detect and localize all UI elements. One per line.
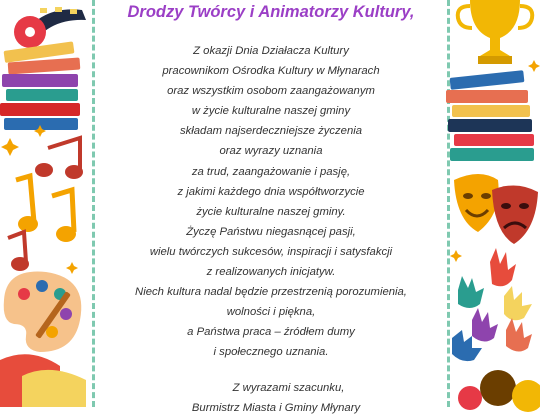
book-stack-icon [0, 41, 80, 130]
right-decoration [450, 0, 540, 407]
music-notes-icon [8, 138, 83, 271]
film-reel-icon [14, 7, 86, 48]
paint-palette-icon [0, 272, 86, 407]
body-line: z realizowanych inicjatyw. [206, 266, 336, 279]
body-line: i społecznego uznania. [213, 346, 329, 359]
body-line: pracownikom Ośrodka Kultury w Młynarach [162, 65, 380, 78]
body-line: w życie kulturalne naszej gminy [191, 105, 351, 118]
body-line: z jakimi każdego dnia współtworzycie [177, 185, 365, 198]
greeting-title: Drodzy Twórcy i Animatorzy Kultury, [127, 3, 415, 21]
greeting-body [96, 41, 446, 363]
book-stack-icon [446, 70, 534, 161]
body-line: składam najserdeczniejsze życzenia [179, 125, 363, 138]
body-line: oraz wyrazy uznania [219, 145, 323, 158]
body-line: Niech kultura nadal będzie przestrzenią porozumienia, [135, 286, 407, 299]
left-dashed-border [92, 0, 95, 407]
body-line: wielu twórczych sukcesów, inspiracji i satysfakcji [149, 245, 393, 258]
body-line: a Państwa praca – źródłem dumy [187, 326, 355, 339]
theater-masks-icon [454, 174, 538, 244]
closing [96, 378, 446, 418]
body-line: oraz wszystkim osobom zaangażowanym [167, 85, 375, 98]
body-line: za trud, zaangażowanie i pasję, [191, 165, 351, 178]
body-line: Z okazji Dnia Działacza Kultury [193, 45, 349, 57]
paint-hands-icon [452, 248, 540, 412]
body-line: wolności i piękna, [226, 306, 316, 319]
body-line: życie kulturalne naszej gminy. [196, 205, 346, 218]
trophy-icon [458, 0, 533, 64]
left-decoration [0, 0, 92, 407]
closing-regards: Z wyrazami szacunku, [232, 382, 345, 394]
closing-signature: Burmistrz Miasta i Gminy Młynary [191, 402, 361, 415]
body-line: Życzę Państwu niegasnącej pasji, [186, 225, 356, 238]
